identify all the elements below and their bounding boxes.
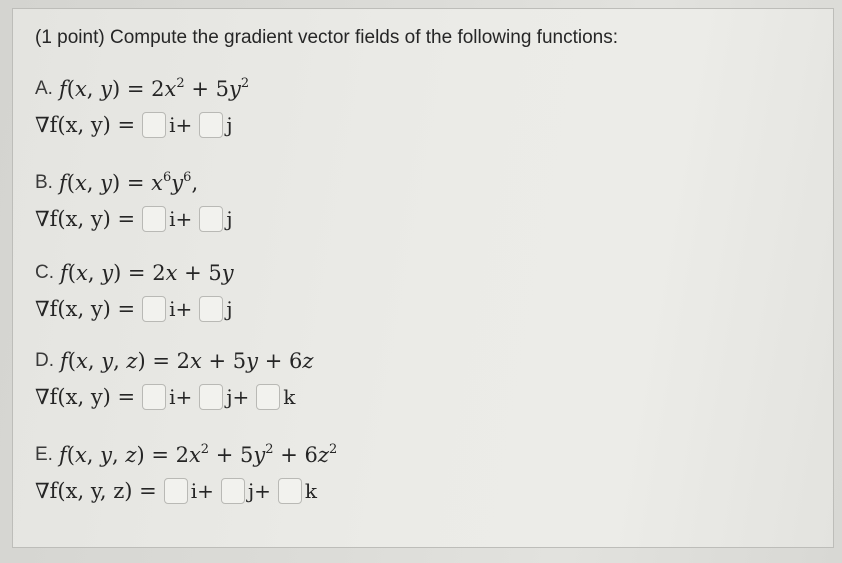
- problem-a: [35, 71, 249, 143]
- answer-box-i[interactable]: [142, 112, 166, 138]
- unit-vector-label: i+: [169, 207, 193, 231]
- problem-header: (1 point) Compute the gradient vector fields of the following functions:: [35, 27, 618, 48]
- answer-box-k[interactable]: [278, 478, 302, 504]
- function-line: [35, 255, 237, 291]
- function-definition: f(x, y) = 2x + 5y: [60, 261, 234, 285]
- problem-letter: D.: [35, 350, 54, 371]
- problem-letter: B.: [35, 172, 53, 193]
- gradient-label: ∇f(x, y, z) =: [35, 479, 157, 503]
- answer-box-k[interactable]: [256, 384, 280, 410]
- problem-c: [35, 255, 237, 327]
- problem-b: [35, 165, 237, 237]
- unit-vector-label: j: [226, 113, 233, 137]
- unit-vector-label: i+: [169, 113, 193, 137]
- gradient-line: [35, 201, 237, 237]
- function-definition: f(x, $y) = 2x^2 + 5y^2$: [58, 76, 250, 101]
- answer-box-j[interactable]: [199, 384, 223, 410]
- unit-vector-label: j: [226, 207, 233, 231]
- problem-d: [35, 343, 313, 415]
- answer-box-j[interactable]: [199, 296, 223, 322]
- gradient-label: ∇f(x, y) =: [35, 297, 136, 321]
- unit-vector-label: i+: [190, 479, 214, 503]
- answer-box-i[interactable]: [164, 478, 188, 504]
- gradient-label: ∇f(x, y) =: [35, 207, 136, 231]
- function-text-source: [13, 9, 14, 10]
- function-line: [35, 343, 313, 379]
- unit-vector-label: i+: [169, 385, 193, 409]
- gradient-line: [35, 107, 249, 143]
- problem-card: [12, 8, 834, 548]
- unit-vector-label: k: [304, 479, 318, 503]
- answer-box-j[interactable]: [199, 206, 223, 232]
- unit-vector-label: j: [226, 297, 233, 321]
- gradient-line: [35, 473, 337, 509]
- function-definition: f(x, y, $z) = 2x^2 + 5y^2 + 6z^2$: [58, 442, 338, 467]
- problem-letter: C.: [35, 262, 54, 283]
- answer-box-i[interactable]: [142, 384, 166, 410]
- problem-e: [35, 437, 337, 509]
- function-definition: f(x, y, z) = 2x + 5y + 6z: [60, 349, 314, 373]
- function-line: [35, 165, 237, 201]
- function-line: [35, 71, 249, 107]
- unit-vector-label: k: [283, 385, 296, 409]
- answer-box-j[interactable]: [221, 478, 245, 504]
- gradient-line: [35, 291, 237, 327]
- problem-letter: E.: [35, 444, 53, 465]
- gradient-label: ∇f(x, y) =: [35, 113, 136, 137]
- answer-box-j[interactable]: [199, 112, 223, 138]
- function-line: [35, 437, 337, 473]
- gradient-label: ∇f(x, y) =: [35, 385, 136, 409]
- function-lhs: [13, 9, 14, 10]
- gradient-line: [35, 379, 313, 415]
- answer-box-i[interactable]: [142, 296, 166, 322]
- function-definition: f(x, $y) = x^6y^6$,: [58, 170, 199, 195]
- unit-vector-label: j+: [226, 385, 250, 409]
- unit-vector-label: j+: [247, 479, 271, 503]
- problem-letter: A.: [35, 78, 53, 99]
- answer-box-i[interactable]: [142, 206, 166, 232]
- unit-vector-label: i+: [169, 297, 193, 321]
